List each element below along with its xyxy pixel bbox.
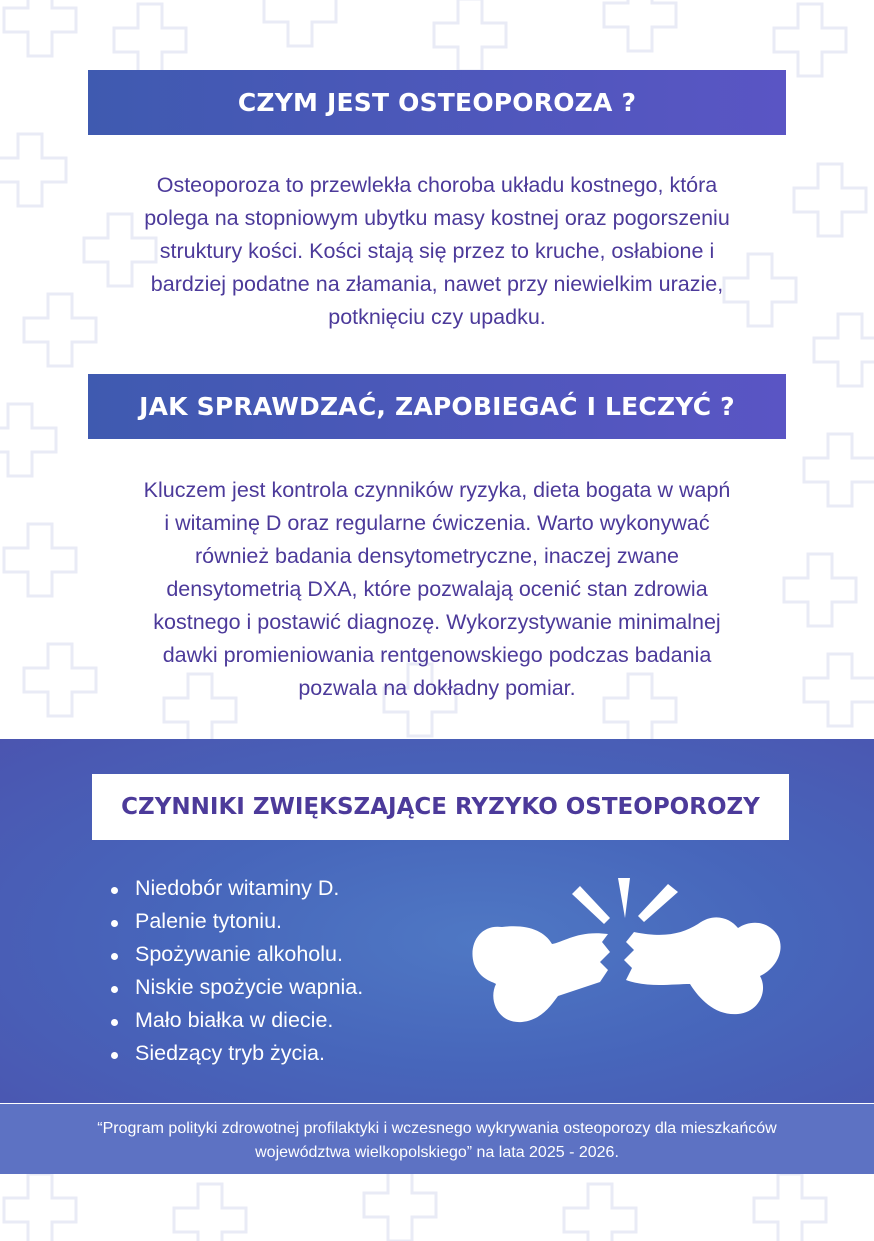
- paragraph-line: potknięciu czy upadku.: [328, 305, 546, 329]
- paragraph-line: Kluczem jest kontrola czynników ryzyka, dieta bogata w wapń: [143, 478, 731, 502]
- list-item: Niskie spożycie wapnia.: [111, 971, 363, 1004]
- broken-bone-icon: [468, 872, 788, 1052]
- paragraph-line: pozwala na dokładny pomiar.: [298, 676, 576, 700]
- section-heading-what-is: CZYM JEST OSTEOPOROZA ?: [88, 70, 786, 135]
- paragraph-line: dawki promieniowania rentgenowskiego podczas badania: [162, 643, 712, 667]
- list-item: Palenie tytoniu.: [111, 905, 363, 938]
- paragraph-line: kostnego i postawić diagnozę. Wykorzystywanie minimalnej: [153, 610, 721, 634]
- paragraph-line: Osteoporoza to przewlekła choroba układu kostnego, która: [156, 173, 718, 197]
- footer-program-note: [0, 1104, 874, 1174]
- paragraph-line: i witaminę D oraz regularne ćwiczenia. Warto wykonywać: [164, 511, 710, 535]
- list-item: Spożywanie alkoholu.: [111, 938, 363, 971]
- paragraph-line: bardziej podatne na złamania, nawet przy niewielkim urazie,: [150, 272, 724, 296]
- risk-factors-list: [111, 872, 363, 1070]
- list-item: Niedobór witaminy D.: [111, 872, 363, 905]
- section-paragraph-what-is: [90, 169, 784, 334]
- footer-line: województwa wielkopolskiego” na lata 2025 - 2026.: [255, 1144, 619, 1161]
- paragraph-line: struktury kości. Kości stają się przez to kruche, osłabione i: [159, 239, 715, 263]
- risk-factors-heading: CZYNNIKI ZWIĘKSZAJĄCE RYZYKO OSTEOPOROZY: [92, 774, 789, 840]
- paragraph-line: polega na stopniowym ubytku masy kostnej oraz pogorszeniu: [144, 206, 730, 230]
- section-heading-prevention: JAK SPRAWDZAĆ, ZAPOBIEGAĆ I LECZYĆ ?: [88, 374, 786, 439]
- paragraph-line: densytometrią DXA, które pozwalają ocenić stan zdrowia: [166, 577, 708, 601]
- list-item: Mało białka w diecie.: [111, 1004, 363, 1037]
- list-item: Siedzący tryb życia.: [111, 1037, 363, 1070]
- section-paragraph-prevention: [90, 474, 784, 705]
- footer-line: “Program polityki zdrowotnej profilaktyki i wczesnego wykrywania osteoporozy dla mieszkańców: [97, 1120, 777, 1137]
- paragraph-line: również badania densytometryczne, inaczej zwane: [194, 544, 679, 568]
